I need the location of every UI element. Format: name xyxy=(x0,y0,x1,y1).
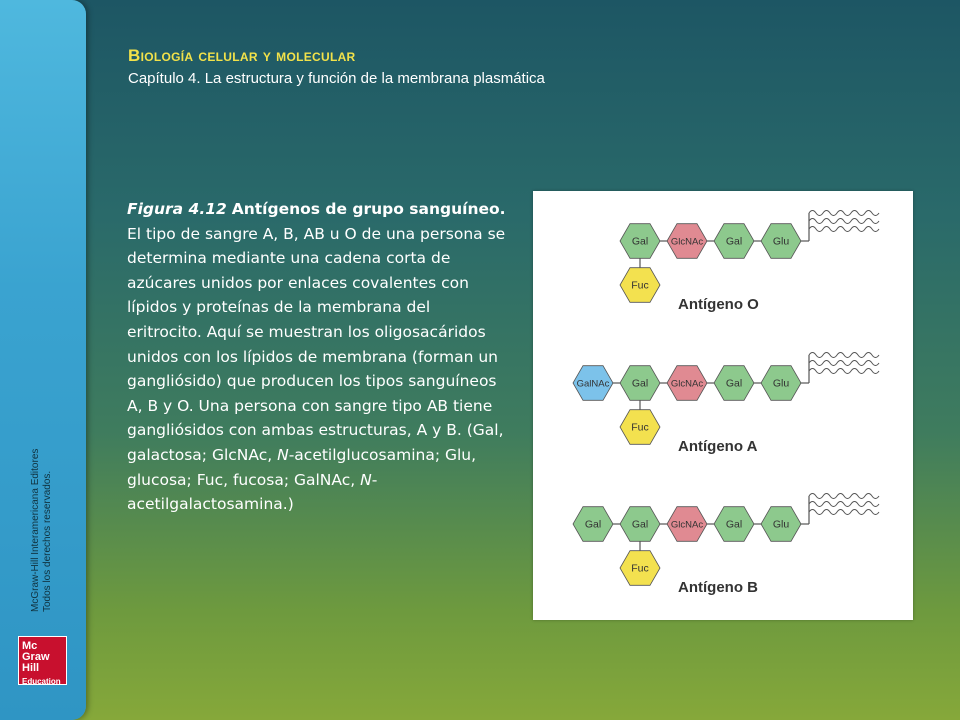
logo-text-3: Hill xyxy=(22,662,40,674)
sugar-glu-4 xyxy=(761,507,801,542)
fatty-acid-tail-0 xyxy=(809,494,879,499)
copyright-credit xyxy=(30,449,54,612)
sugar-gal-0 xyxy=(620,224,660,259)
antigen-label: Antígeno A xyxy=(678,438,758,455)
sugar-gal-2 xyxy=(714,224,754,259)
mcgraw-hill-logo xyxy=(18,636,67,685)
caption-italic-n-1: N xyxy=(277,445,289,464)
fatty-acid-tail-2 xyxy=(809,227,879,232)
antigen-diagram-panel xyxy=(533,191,913,620)
credit-line-2: Todos los derechos reservados. xyxy=(42,470,53,612)
fatty-acid-tail-2 xyxy=(809,510,879,515)
fatty-acid-tail-1 xyxy=(809,502,879,507)
fatty-acid-tail-0 xyxy=(809,211,879,216)
antigen-label: Antígeno B xyxy=(678,579,758,596)
sugar-label: Gal xyxy=(725,235,743,248)
sugar-label: GalNAc xyxy=(576,378,610,390)
sugar-gal-0 xyxy=(573,507,613,542)
credit-line-1: McGraw-Hill Interamericana Editores xyxy=(30,448,41,612)
sugar-fuc-branch xyxy=(620,268,660,303)
sugar-glcnac-2 xyxy=(667,507,707,542)
fatty-acid-tail-2 xyxy=(809,369,879,374)
sugar-label: Gal xyxy=(584,518,602,531)
chapter-subtitle: Capítulo 4. La estructura y función de la membrana plasmática xyxy=(128,70,545,87)
sugar-glcnac-1 xyxy=(667,224,707,259)
caption-italic-n-2: N xyxy=(360,470,372,489)
antigen-label: Antígeno O xyxy=(678,296,759,313)
sugar-label: Fuc xyxy=(631,279,649,292)
fatty-acid-tail-1 xyxy=(809,219,879,224)
sugar-label: GlcNAc xyxy=(670,378,704,390)
sugar-glu-3 xyxy=(761,224,801,259)
sugar-gal-3 xyxy=(714,507,754,542)
logo-text-4: Education xyxy=(22,677,61,686)
sugar-glu-4 xyxy=(761,366,801,401)
antigen-row-1 xyxy=(573,353,879,456)
sugar-label: GlcNAc xyxy=(670,236,704,248)
sugar-gal-3 xyxy=(714,366,754,401)
caption-body-2: -acetilglucosamina; Glu, glucosa; Fuc, fucosa; GalNAc, xyxy=(127,445,477,489)
sugar-glcnac-2 xyxy=(667,366,707,401)
sugar-label: Gal xyxy=(725,377,743,390)
logo-text-1: Mc xyxy=(22,640,38,652)
sugar-galnac-0 xyxy=(573,366,613,401)
caption-body-3: -acetilgalactosamina.) xyxy=(127,470,378,514)
sugar-label: Glu xyxy=(772,518,790,531)
sugar-label: Glu xyxy=(772,235,790,248)
fatty-acid-tail-1 xyxy=(809,361,879,366)
fatty-acid-tail-0 xyxy=(809,353,879,358)
sidebar xyxy=(0,0,86,720)
sugar-fuc-branch xyxy=(620,551,660,586)
sugar-label: Glu xyxy=(772,377,790,390)
figure-caption xyxy=(127,197,507,517)
sugar-label: Gal xyxy=(631,377,649,390)
logo-text-2: Graw xyxy=(22,651,50,663)
sugar-label: Fuc xyxy=(631,421,649,434)
sugar-label: GlcNAc xyxy=(670,519,704,531)
antigen-row-0 xyxy=(620,211,879,314)
sugar-label: Gal xyxy=(631,518,649,531)
sugar-fuc-branch xyxy=(620,410,660,445)
caption-body-1: El tipo de sangre A, B, AB u O de una persona se determina mediante una cadena corta de azúcares unidos por enlaces covalentes con lípidos y proteínas de la membrana del eritrocito. Aquí se muestran los oligosacáridos unidos con los lípidos de membrana (forman un gangliósido) que producen los tipos sanguíneos A, B y O. Una persona con sangre tipo AB tiene gangliósidos con ambas estructuras, A y B. (Gal, galactosa; GlcNAc, xyxy=(127,224,506,464)
figure-title: Antígenos de grupo sanguíneo. xyxy=(231,200,506,218)
course-title: Biología celular y molecular xyxy=(128,46,356,65)
antigen-diagram xyxy=(533,191,913,620)
antigen-row-2 xyxy=(573,494,879,597)
sugar-label: Fuc xyxy=(631,562,649,575)
sugar-gal-1 xyxy=(620,366,660,401)
sugar-label: Gal xyxy=(725,518,743,531)
sugar-label: Gal xyxy=(631,235,649,248)
figure-label: Figura 4.12 xyxy=(127,200,227,218)
sugar-gal-1 xyxy=(620,507,660,542)
